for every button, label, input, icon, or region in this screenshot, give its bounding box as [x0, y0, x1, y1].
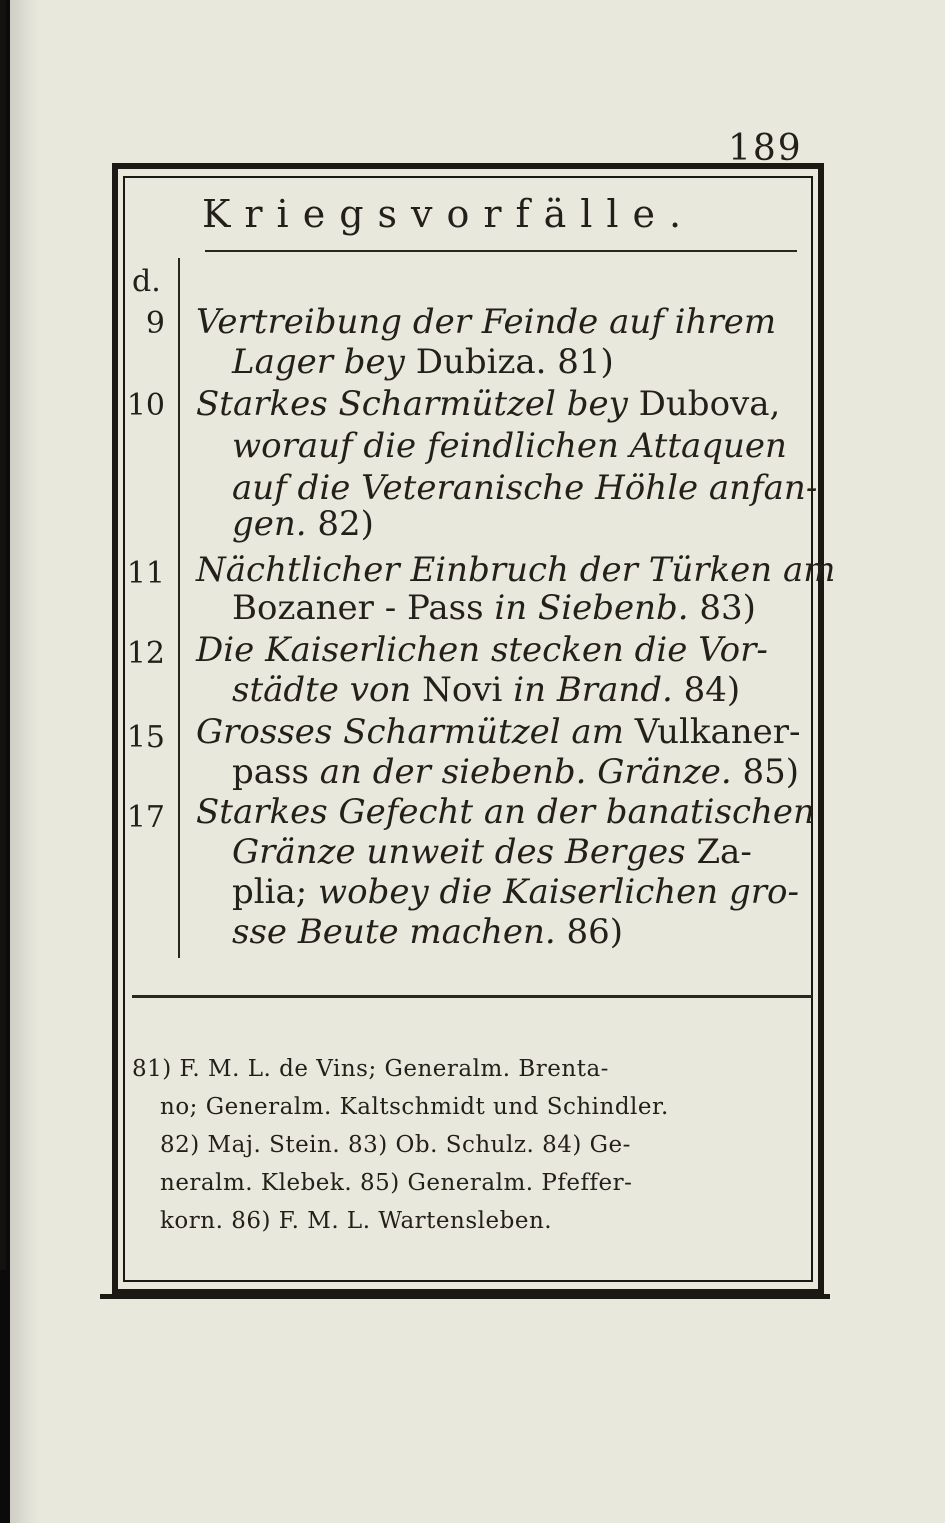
entry-line: Vertreibung der Feinde auf ihrem [196, 302, 777, 342]
entry-line: sse Beute machen. 86) [232, 912, 624, 952]
entry-line: worauf die feindlichen Attaquen [232, 426, 787, 466]
entry-day: 17 [126, 800, 165, 835]
footnote-line: 81) F. M. L. de Vins; Generalm. Brenta- [132, 1056, 609, 1082]
title-rule [205, 250, 797, 252]
entry-line: gen. 82) [232, 504, 374, 544]
entry-line: auf die Veteranische Höhle anfan- [232, 468, 818, 508]
footnote-line: korn. 86) F. M. L. Wartensleben. [160, 1208, 553, 1234]
footnote-rule [132, 995, 812, 998]
entry-day: 10 [126, 388, 165, 423]
footnote-line: no; Generalm. Kaltschmidt und Schindler. [160, 1094, 669, 1120]
spine-edge [0, 0, 6, 1270]
entry-line: Die Kaiserlichen stecken die Vor- [196, 630, 768, 670]
frame-bottom-rule [100, 1294, 830, 1299]
entry-day: 11 [126, 556, 165, 591]
day-column-divider [178, 258, 180, 958]
entry-line: Starkes Gefecht an der banatischen [196, 792, 815, 832]
month-abbrev: d. [132, 264, 161, 299]
entry-line: plia; wobey die Kaiserlichen gro- [232, 872, 799, 912]
entry-line: Lager bey Dubiza. 81) [232, 342, 614, 382]
entry-line: Starkes Scharmützel bey Dubova, [196, 384, 781, 424]
page-gutter [10, 0, 40, 1523]
entry-line: Gränze unweit des Berges Za- [232, 832, 752, 872]
page-number: 189 [728, 128, 803, 169]
footnote-line: 82) Maj. Stein. 83) Ob. Schulz. 84) Ge- [160, 1132, 631, 1158]
entry-day: 12 [126, 636, 165, 671]
entry-line: Nächtlicher Einbruch der Türken am [196, 550, 836, 590]
entry-line: pass an der siebenb. Gränze. 85) [232, 752, 800, 792]
entry-line: Bozaner - Pass in Siebenb. 83) [232, 588, 756, 628]
entry-line: städte von Novi in Brand. 84) [232, 670, 741, 710]
entry-day: 15 [126, 720, 165, 755]
entry-line: Grosses Scharmützel am Vulkaner- [196, 712, 801, 752]
entry-day: 9 [145, 306, 165, 341]
footnote-line: neralm. Klebek. 85) Generalm. Pfeffer- [160, 1170, 633, 1196]
section-title: Kriegsvorfälle. [202, 192, 696, 236]
